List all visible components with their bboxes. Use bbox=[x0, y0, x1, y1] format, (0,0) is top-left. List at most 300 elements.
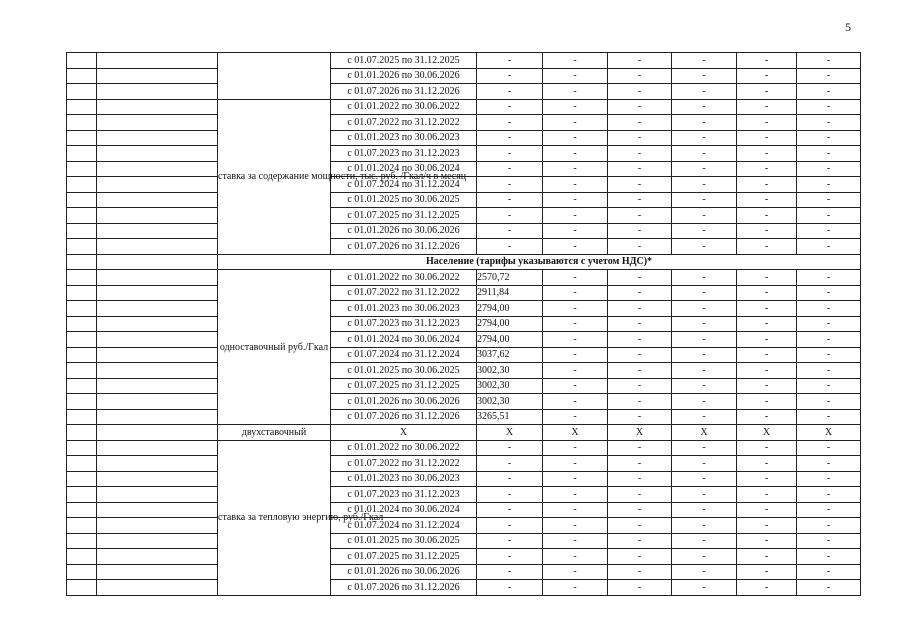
value-cell: - bbox=[477, 440, 543, 456]
dash-cell: - bbox=[797, 161, 861, 177]
value-cell: - bbox=[477, 239, 543, 255]
table-row bbox=[67, 409, 861, 425]
org-cell bbox=[97, 146, 218, 162]
value-cell: 3265,51 bbox=[477, 409, 543, 425]
dash-cell: - bbox=[543, 115, 608, 131]
dash-cell: - bbox=[608, 316, 672, 332]
dash-cell: - bbox=[737, 409, 797, 425]
dash-cell: - bbox=[608, 84, 672, 100]
dash-cell: - bbox=[737, 332, 797, 348]
x-cell: X bbox=[608, 425, 672, 441]
index-cell bbox=[67, 549, 97, 565]
dash-cell: - bbox=[608, 471, 672, 487]
period-cell: с 01.01.2024 по 30.06.2024 bbox=[331, 332, 477, 348]
dash-cell: - bbox=[608, 533, 672, 549]
table-row bbox=[67, 84, 861, 100]
period-cell: с 01.07.2025 по 31.12.2025 bbox=[331, 208, 477, 224]
dash-cell: - bbox=[737, 53, 797, 69]
table-row bbox=[67, 502, 861, 518]
dash-cell: - bbox=[672, 223, 737, 239]
dash-cell: - bbox=[543, 301, 608, 317]
dash-cell: - bbox=[737, 239, 797, 255]
dash-cell: - bbox=[797, 518, 861, 534]
value-cell: - bbox=[477, 177, 543, 193]
dash-cell: - bbox=[543, 84, 608, 100]
index-cell bbox=[67, 456, 97, 472]
dash-cell: - bbox=[543, 192, 608, 208]
x-cell: X bbox=[797, 425, 861, 441]
dash-cell: - bbox=[672, 580, 737, 596]
table-row bbox=[67, 440, 861, 456]
dash-cell: - bbox=[737, 533, 797, 549]
value-cell: - bbox=[477, 456, 543, 472]
dash-cell: - bbox=[737, 146, 797, 162]
dash-cell: - bbox=[543, 487, 608, 503]
org-cell bbox=[97, 487, 218, 503]
value-cell: - bbox=[477, 564, 543, 580]
dash-cell: - bbox=[737, 502, 797, 518]
org-cell bbox=[97, 394, 218, 410]
org-cell bbox=[97, 378, 218, 394]
org-cell bbox=[97, 301, 218, 317]
dash-cell: - bbox=[737, 99, 797, 115]
dash-cell: - bbox=[737, 564, 797, 580]
dash-cell: - bbox=[543, 363, 608, 379]
table-row bbox=[67, 192, 861, 208]
dash-cell: - bbox=[672, 316, 737, 332]
table-row bbox=[67, 285, 861, 301]
dash-cell: - bbox=[543, 161, 608, 177]
dash-cell: - bbox=[737, 68, 797, 84]
period-cell: с 01.07.2022 по 31.12.2022 bbox=[331, 115, 477, 131]
dash-cell: - bbox=[608, 502, 672, 518]
org-cell bbox=[97, 223, 218, 239]
dash-cell: - bbox=[737, 285, 797, 301]
dash-cell: - bbox=[672, 533, 737, 549]
table-row bbox=[67, 99, 861, 115]
dash-cell: - bbox=[672, 208, 737, 224]
dash-cell: - bbox=[543, 471, 608, 487]
dash-cell: - bbox=[737, 270, 797, 286]
dash-cell: - bbox=[608, 223, 672, 239]
dash-cell: - bbox=[737, 115, 797, 131]
dash-cell: - bbox=[608, 580, 672, 596]
org-cell bbox=[97, 440, 218, 456]
dash-cell: - bbox=[797, 332, 861, 348]
dash-cell: - bbox=[672, 394, 737, 410]
value-cell: - bbox=[477, 146, 543, 162]
period-cell: с 01.01.2022 по 30.06.2022 bbox=[331, 270, 477, 286]
period-cell: с 01.07.2023 по 31.12.2023 bbox=[331, 487, 477, 503]
period-cell: с 01.07.2025 по 31.12.2025 bbox=[331, 53, 477, 69]
section-header: Население (тарифы указываются с учетом НДС)* bbox=[218, 254, 861, 270]
dash-cell: - bbox=[672, 68, 737, 84]
index-cell bbox=[67, 533, 97, 549]
table-row bbox=[67, 223, 861, 239]
page-number: 5 bbox=[845, 20, 851, 34]
dash-cell: - bbox=[672, 239, 737, 255]
dash-cell: - bbox=[672, 440, 737, 456]
org-cell bbox=[97, 425, 218, 441]
dash-cell: - bbox=[672, 502, 737, 518]
dash-cell: - bbox=[797, 409, 861, 425]
period-cell: с 01.01.2022 по 30.06.2022 bbox=[331, 440, 477, 456]
dash-cell: - bbox=[797, 394, 861, 410]
org-cell bbox=[97, 285, 218, 301]
org-cell bbox=[97, 192, 218, 208]
tariff-name-cell: одноставочный руб./Гкал bbox=[218, 270, 331, 425]
index-cell bbox=[67, 316, 97, 332]
dash-cell: - bbox=[797, 177, 861, 193]
index-cell bbox=[67, 146, 97, 162]
index-cell bbox=[67, 580, 97, 596]
dash-cell: - bbox=[737, 316, 797, 332]
dash-cell: - bbox=[608, 378, 672, 394]
index-cell bbox=[67, 177, 97, 193]
value-cell: 2794,00 bbox=[477, 301, 543, 317]
dash-cell: - bbox=[672, 409, 737, 425]
period-cell: с 01.01.2023 по 30.06.2023 bbox=[331, 301, 477, 317]
dash-cell: - bbox=[543, 146, 608, 162]
period-cell: с 01.07.2024 по 31.12.2024 bbox=[331, 177, 477, 193]
dash-cell: - bbox=[737, 471, 797, 487]
dash-cell: - bbox=[672, 53, 737, 69]
dash-cell: - bbox=[797, 456, 861, 472]
dash-cell: - bbox=[543, 347, 608, 363]
dash-cell: - bbox=[608, 285, 672, 301]
dash-cell: - bbox=[608, 146, 672, 162]
value-cell: - bbox=[477, 518, 543, 534]
dash-cell: - bbox=[737, 487, 797, 503]
tariff-name-cell: двухставочный bbox=[218, 425, 331, 441]
period-cell: с 01.01.2025 по 30.06.2025 bbox=[331, 533, 477, 549]
value-cell: - bbox=[477, 533, 543, 549]
dash-cell: - bbox=[672, 518, 737, 534]
dash-cell: - bbox=[797, 84, 861, 100]
dash-cell: - bbox=[797, 99, 861, 115]
dash-cell: - bbox=[672, 146, 737, 162]
index-cell bbox=[67, 99, 97, 115]
table-row bbox=[67, 146, 861, 162]
table-row bbox=[67, 208, 861, 224]
index-cell bbox=[67, 440, 97, 456]
table-row bbox=[67, 533, 861, 549]
two-rate-row bbox=[67, 425, 861, 441]
value-cell: - bbox=[477, 487, 543, 503]
index-cell bbox=[67, 347, 97, 363]
dash-cell: - bbox=[608, 68, 672, 84]
period-cell: с 01.01.2022 по 30.06.2022 bbox=[331, 99, 477, 115]
dash-cell: - bbox=[608, 301, 672, 317]
dash-cell: - bbox=[608, 363, 672, 379]
org-cell bbox=[97, 68, 218, 84]
org-cell bbox=[97, 130, 218, 146]
index-cell bbox=[67, 115, 97, 131]
table-row bbox=[67, 68, 861, 84]
dash-cell: - bbox=[543, 440, 608, 456]
dash-cell: - bbox=[797, 130, 861, 146]
value-cell: - bbox=[477, 192, 543, 208]
dash-cell: - bbox=[797, 53, 861, 69]
dash-cell: - bbox=[737, 177, 797, 193]
table-row bbox=[67, 394, 861, 410]
dash-cell: - bbox=[797, 471, 861, 487]
value-cell: 3002,30 bbox=[477, 378, 543, 394]
table-row bbox=[67, 564, 861, 580]
dash-cell: - bbox=[608, 564, 672, 580]
value-cell: - bbox=[477, 580, 543, 596]
dash-cell: - bbox=[797, 363, 861, 379]
index-cell bbox=[67, 161, 97, 177]
dash-cell: - bbox=[737, 580, 797, 596]
org-cell bbox=[97, 84, 218, 100]
dash-cell: - bbox=[797, 270, 861, 286]
table-row bbox=[67, 580, 861, 596]
dash-cell: - bbox=[608, 208, 672, 224]
dash-cell: - bbox=[608, 99, 672, 115]
dash-cell: - bbox=[543, 130, 608, 146]
org-cell bbox=[97, 115, 218, 131]
index-cell bbox=[67, 285, 97, 301]
dash-cell: - bbox=[797, 239, 861, 255]
x-cell: X bbox=[477, 425, 543, 441]
dash-cell: - bbox=[672, 130, 737, 146]
org-cell bbox=[97, 471, 218, 487]
dash-cell: - bbox=[672, 115, 737, 131]
index-cell bbox=[67, 564, 97, 580]
dash-cell: - bbox=[672, 270, 737, 286]
dash-cell: - bbox=[737, 161, 797, 177]
dash-cell: - bbox=[672, 347, 737, 363]
dash-cell: - bbox=[797, 502, 861, 518]
value-cell: - bbox=[477, 84, 543, 100]
period-cell: с 01.01.2026 по 30.06.2026 bbox=[331, 223, 477, 239]
dash-cell: - bbox=[543, 239, 608, 255]
org-cell bbox=[97, 177, 218, 193]
dash-cell: - bbox=[543, 564, 608, 580]
org-cell bbox=[97, 208, 218, 224]
period-cell: с 01.01.2024 по 30.06.2024 bbox=[331, 502, 477, 518]
dash-cell: - bbox=[608, 487, 672, 503]
org-cell bbox=[97, 549, 218, 565]
x-cell: X bbox=[737, 425, 797, 441]
dash-cell: - bbox=[797, 146, 861, 162]
dash-cell: - bbox=[737, 378, 797, 394]
period-cell: с 01.07.2022 по 31.12.2022 bbox=[331, 456, 477, 472]
dash-cell: - bbox=[797, 580, 861, 596]
dash-cell: - bbox=[737, 130, 797, 146]
table-row bbox=[67, 549, 861, 565]
dash-cell: - bbox=[608, 332, 672, 348]
period-cell: с 01.01.2023 по 30.06.2023 bbox=[331, 471, 477, 487]
index-cell bbox=[67, 270, 97, 286]
value-cell: 3002,30 bbox=[477, 394, 543, 410]
dash-cell: - bbox=[737, 208, 797, 224]
dash-cell: - bbox=[608, 192, 672, 208]
org-cell bbox=[97, 53, 218, 69]
value-cell: - bbox=[477, 161, 543, 177]
value-cell: - bbox=[477, 471, 543, 487]
dash-cell: - bbox=[797, 223, 861, 239]
org-cell bbox=[97, 332, 218, 348]
table-row bbox=[67, 378, 861, 394]
dash-cell: - bbox=[672, 301, 737, 317]
dash-cell: - bbox=[608, 115, 672, 131]
table-row bbox=[67, 518, 861, 534]
dash-cell: - bbox=[543, 270, 608, 286]
dash-cell: - bbox=[797, 564, 861, 580]
dash-cell: - bbox=[543, 53, 608, 69]
tariff-name-cell bbox=[218, 53, 331, 100]
value-cell: - bbox=[477, 130, 543, 146]
table-row bbox=[67, 301, 861, 317]
dash-cell: - bbox=[608, 53, 672, 69]
org-cell bbox=[97, 347, 218, 363]
value-cell: - bbox=[477, 549, 543, 565]
dash-cell: - bbox=[608, 347, 672, 363]
dash-cell: - bbox=[797, 440, 861, 456]
value-cell: - bbox=[477, 99, 543, 115]
table-row bbox=[67, 316, 861, 332]
period-cell: с 01.07.2025 по 31.12.2025 bbox=[331, 549, 477, 565]
index-cell bbox=[67, 378, 97, 394]
dash-cell: - bbox=[672, 332, 737, 348]
org-cell bbox=[97, 239, 218, 255]
dash-cell: - bbox=[672, 487, 737, 503]
dash-cell: - bbox=[737, 347, 797, 363]
dash-cell: - bbox=[737, 440, 797, 456]
x-cell: X bbox=[672, 425, 737, 441]
dash-cell: - bbox=[797, 115, 861, 131]
dash-cell: - bbox=[737, 223, 797, 239]
org-cell bbox=[97, 533, 218, 549]
org-cell bbox=[97, 254, 218, 270]
dash-cell: - bbox=[797, 285, 861, 301]
period-cell: с 01.07.2025 по 31.12.2025 bbox=[331, 378, 477, 394]
dash-cell: - bbox=[737, 192, 797, 208]
index-cell bbox=[67, 363, 97, 379]
index-cell bbox=[67, 239, 97, 255]
tariff-name-cell: ставка за тепловую энергию, руб./Гкал bbox=[218, 440, 331, 595]
index-cell bbox=[67, 84, 97, 100]
org-cell bbox=[97, 316, 218, 332]
dash-cell: - bbox=[672, 363, 737, 379]
index-cell bbox=[67, 301, 97, 317]
dash-cell: - bbox=[543, 68, 608, 84]
dash-cell: - bbox=[737, 549, 797, 565]
index-cell bbox=[67, 223, 97, 239]
dash-cell: - bbox=[608, 239, 672, 255]
period-cell: с 01.01.2026 по 30.06.2026 bbox=[331, 394, 477, 410]
period-cell: с 01.07.2026 по 31.12.2026 bbox=[331, 239, 477, 255]
dash-cell: - bbox=[543, 223, 608, 239]
period-cell: с 01.07.2026 по 31.12.2026 bbox=[331, 580, 477, 596]
dash-cell: - bbox=[543, 208, 608, 224]
period-cell: с 01.07.2026 по 31.12.2026 bbox=[331, 409, 477, 425]
value-cell: - bbox=[477, 223, 543, 239]
dash-cell: - bbox=[608, 177, 672, 193]
index-cell bbox=[67, 394, 97, 410]
period-cell: с 01.01.2026 по 30.06.2026 bbox=[331, 68, 477, 84]
dash-cell: - bbox=[672, 177, 737, 193]
dash-cell: - bbox=[608, 130, 672, 146]
table-row bbox=[67, 363, 861, 379]
dash-cell: - bbox=[672, 549, 737, 565]
org-cell bbox=[97, 564, 218, 580]
dash-cell: - bbox=[543, 177, 608, 193]
value-cell: 3002,30 bbox=[477, 363, 543, 379]
index-cell bbox=[67, 471, 97, 487]
period-cell: с 01.01.2026 по 30.06.2026 bbox=[331, 564, 477, 580]
table-row bbox=[67, 332, 861, 348]
org-cell bbox=[97, 409, 218, 425]
value-cell: - bbox=[477, 53, 543, 69]
dash-cell: - bbox=[737, 363, 797, 379]
dash-cell: - bbox=[608, 270, 672, 286]
period-cell: с 01.01.2024 по 30.06.2024 bbox=[331, 161, 477, 177]
index-cell bbox=[67, 332, 97, 348]
value-cell: 2911,84 bbox=[477, 285, 543, 301]
dash-cell: - bbox=[543, 456, 608, 472]
period-cell: с 01.07.2023 по 31.12.2023 bbox=[331, 316, 477, 332]
value-cell: - bbox=[477, 502, 543, 518]
period-cell: с 01.07.2024 по 31.12.2024 bbox=[331, 518, 477, 534]
dash-cell: - bbox=[543, 533, 608, 549]
table-row bbox=[67, 115, 861, 131]
dash-cell: - bbox=[543, 285, 608, 301]
tariff-table bbox=[66, 52, 861, 596]
dash-cell: - bbox=[543, 409, 608, 425]
period-cell: с 01.07.2026 по 31.12.2026 bbox=[331, 84, 477, 100]
table-row bbox=[67, 270, 861, 286]
value-cell: 2570,72 bbox=[477, 270, 543, 286]
x-cell: X bbox=[331, 425, 477, 441]
dash-cell: - bbox=[672, 84, 737, 100]
dash-cell: - bbox=[672, 378, 737, 394]
dash-cell: - bbox=[543, 99, 608, 115]
period-cell: с 01.07.2022 по 31.12.2022 bbox=[331, 285, 477, 301]
period-cell: с 01.07.2024 по 31.12.2024 bbox=[331, 347, 477, 363]
org-cell bbox=[97, 518, 218, 534]
dash-cell: - bbox=[608, 409, 672, 425]
dash-cell: - bbox=[543, 332, 608, 348]
dash-cell: - bbox=[672, 285, 737, 301]
dash-cell: - bbox=[608, 394, 672, 410]
dash-cell: - bbox=[797, 378, 861, 394]
index-cell bbox=[67, 68, 97, 84]
period-cell: с 01.01.2025 по 30.06.2025 bbox=[331, 363, 477, 379]
index-cell bbox=[67, 502, 97, 518]
dash-cell: - bbox=[608, 549, 672, 565]
value-cell: 2794,00 bbox=[477, 316, 543, 332]
dash-cell: - bbox=[672, 192, 737, 208]
dash-cell: - bbox=[797, 316, 861, 332]
org-cell bbox=[97, 363, 218, 379]
org-cell bbox=[97, 456, 218, 472]
section-header-row bbox=[67, 254, 861, 270]
value-cell: 2794,00 bbox=[477, 332, 543, 348]
dash-cell: - bbox=[737, 456, 797, 472]
dash-cell: - bbox=[543, 580, 608, 596]
org-cell bbox=[97, 580, 218, 596]
org-cell bbox=[97, 161, 218, 177]
dash-cell: - bbox=[797, 192, 861, 208]
table-row bbox=[67, 239, 861, 255]
value-cell: - bbox=[477, 68, 543, 84]
dash-cell: - bbox=[797, 549, 861, 565]
dash-cell: - bbox=[672, 471, 737, 487]
dash-cell: - bbox=[608, 456, 672, 472]
